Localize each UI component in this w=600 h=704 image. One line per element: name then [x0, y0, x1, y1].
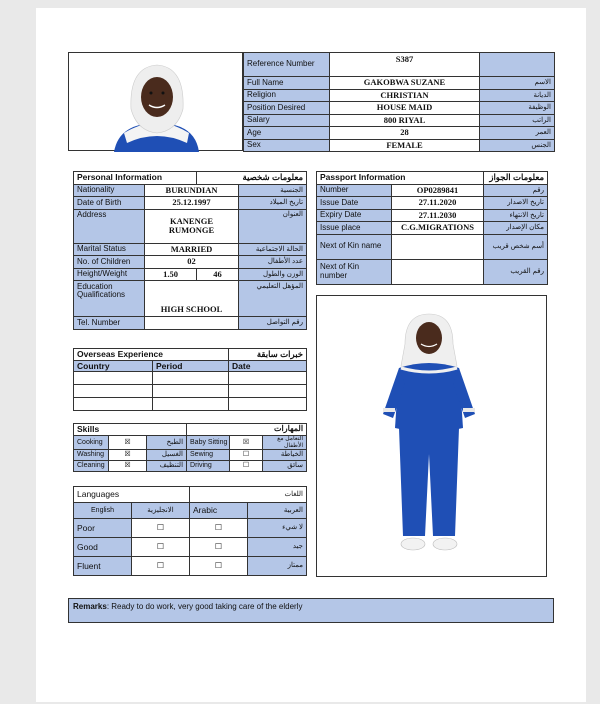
address-value: KANENGE RUMONGE	[145, 209, 239, 243]
expiry-date-label: Expiry Date	[317, 209, 392, 222]
lang-poor-english-checkbox[interactable]: ☐	[132, 519, 190, 538]
lang-good-label: Good	[74, 538, 132, 557]
position-label: Position Desired	[244, 102, 330, 115]
lang-fluent-arabic-checkbox[interactable]: ☐	[190, 557, 248, 576]
issue-date-value: 27.11.2020	[392, 197, 484, 210]
full-name-ar: الاسم	[480, 77, 555, 90]
children-ar: عدد الأطفال	[239, 256, 307, 269]
personal-info-title-ar: معلومات شخصية	[197, 172, 307, 185]
table-row	[244, 114, 555, 127]
languages-title: Languages	[74, 487, 190, 503]
skill-washing-checkbox[interactable]: ☒	[109, 450, 147, 461]
kin-name-ar: أسم شخص قريب	[484, 234, 548, 259]
table-row	[74, 361, 307, 372]
lang-good-english-checkbox[interactable]: ☐	[132, 538, 190, 557]
table-row	[74, 450, 307, 461]
table-row	[74, 538, 307, 557]
issue-date-ar: تاريخ الاصدار	[484, 197, 548, 210]
tel-label: Tel. Number	[74, 317, 145, 330]
reference-label: Reference Number	[244, 53, 330, 77]
salary-label: Salary	[244, 114, 330, 127]
cv-page	[36, 8, 586, 702]
nationality-value: BURUNDIAN	[145, 184, 239, 197]
education-ar: المؤهل التعليمي	[239, 281, 307, 317]
kin-name-value	[392, 234, 484, 259]
lang-good-ar: جيد	[248, 538, 307, 557]
table-row	[74, 424, 307, 436]
reference-value: S387	[330, 53, 480, 77]
lang-fluent-ar: ممتاز	[248, 557, 307, 576]
table-row	[244, 89, 555, 102]
religion-label: Religion	[244, 89, 330, 102]
education-label: Education Qualifications	[74, 281, 145, 317]
skill-washing-label: Washing	[74, 450, 109, 461]
passport-number-value: OP0289841	[392, 184, 484, 197]
table-row	[74, 172, 307, 185]
overseas-title: Overseas Experience	[74, 349, 229, 361]
headshot-frame	[68, 52, 243, 151]
height-value: 1.50	[145, 268, 197, 281]
skills-table	[73, 423, 307, 472]
position-value: HOUSE MAID	[330, 102, 480, 115]
skill-washing-ar: الغسيل	[147, 450, 187, 461]
table-row	[317, 172, 548, 185]
table-row	[74, 184, 307, 197]
table-row	[244, 102, 555, 115]
table-row	[74, 209, 307, 243]
religion-ar: الديانة	[480, 89, 555, 102]
nationality-label: Nationality	[74, 184, 145, 197]
table-row	[74, 256, 307, 269]
lang-poor-label: Poor	[74, 519, 132, 538]
passport-info-title-ar: معلومات الجواز	[484, 172, 548, 185]
kin-number-label: Next of Kin number	[317, 259, 392, 284]
english-label: English	[74, 503, 132, 519]
age-ar: العمر	[480, 127, 555, 140]
sex-value: FEMALE	[330, 139, 480, 152]
languages-title-ar: اللغات	[190, 487, 307, 503]
kin-number-ar: رقم القريب	[484, 259, 548, 284]
skill-sewing-ar: الخياطة	[263, 450, 307, 461]
full-body-photo-frame	[316, 295, 547, 577]
overseas-title-ar: خبرات سابقة	[229, 349, 307, 361]
sex-ar: الجنس	[480, 139, 555, 152]
expiry-date-ar: تاريخ الانتهاء	[484, 209, 548, 222]
issue-place-label: Issue place	[317, 222, 392, 235]
overseas-experience-table	[73, 348, 307, 411]
address-ar: العنوان	[239, 209, 307, 243]
personal-info-title: Personal Information	[74, 172, 197, 185]
full-name-value: GAKOBWA SUZANE	[330, 77, 480, 90]
height-weight-ar: الوزن والطول	[239, 268, 307, 281]
skill-babysitting-ar: التعامل مع الأطفال	[263, 436, 307, 450]
remarks-label: Remarks	[73, 602, 107, 611]
passport-number-ar: رقم	[484, 184, 548, 197]
skill-cleaning-label: Cleaning	[74, 461, 109, 472]
table-row	[74, 268, 307, 281]
country-header: Country	[74, 361, 153, 372]
skill-cleaning-checkbox[interactable]: ☒	[109, 461, 147, 472]
skills-title: Skills	[74, 424, 187, 436]
table-row	[74, 557, 307, 576]
table-row	[317, 234, 548, 259]
table-row	[74, 349, 307, 361]
table-row	[74, 197, 307, 210]
salary-ar: الراتب	[480, 114, 555, 127]
passport-number-label: Number	[317, 184, 392, 197]
table-row	[317, 197, 548, 210]
period-header: Period	[153, 361, 229, 372]
marital-ar: الحالة الاجتماعية	[239, 243, 307, 256]
age-label: Age	[244, 127, 330, 140]
table-row	[317, 184, 548, 197]
table-row	[244, 77, 555, 90]
reference-ar	[480, 53, 555, 77]
lang-poor-ar: لا شيء	[248, 519, 307, 538]
languages-table	[73, 486, 307, 576]
sex-label: Sex	[244, 139, 330, 152]
address-label: Address	[74, 209, 145, 243]
age-value: 28	[330, 127, 480, 140]
arabic-ar: العربية	[248, 503, 307, 519]
issue-place-ar: مكان الإصدار	[484, 222, 548, 235]
english-ar: الانجليزية	[132, 503, 190, 519]
skill-sewing-checkbox[interactable]: ☐	[230, 450, 263, 461]
skill-cooking-checkbox[interactable]: ☒	[109, 436, 147, 450]
tel-ar: رقم التواصل	[239, 317, 307, 330]
height-weight-label: Height/Weight	[74, 268, 145, 281]
table-row	[317, 209, 548, 222]
expiry-date-value: 27.11.2030	[392, 209, 484, 222]
table-row	[74, 461, 307, 472]
arabic-label: Arabic	[190, 503, 248, 519]
religion-value: CHRISTIAN	[330, 89, 480, 102]
remarks-box	[68, 598, 554, 623]
passport-info-table	[316, 171, 548, 285]
tel-value	[145, 317, 239, 330]
issue-place-value: C.G.MIGRATIONS	[392, 222, 484, 235]
skill-cooking-ar: الطبخ	[147, 436, 187, 450]
table-row	[244, 53, 555, 77]
full-name-label: Full Name	[244, 77, 330, 90]
marital-label: Marital Status	[74, 243, 145, 256]
skill-driving-checkbox[interactable]: ☐	[230, 461, 263, 472]
position-ar: الوظيفة	[480, 102, 555, 115]
skill-cooking-label: Cooking	[74, 436, 109, 450]
skill-babysitting-label: Baby Sitting	[187, 436, 230, 450]
table-row	[244, 139, 555, 152]
children-value: 02	[145, 256, 239, 269]
full-body-photo	[317, 296, 548, 578]
kin-name-label: Next of Kin name	[317, 234, 392, 259]
dob-value: 25.12.1997	[145, 197, 239, 210]
issue-date-label: Issue Date	[317, 197, 392, 210]
table-row	[74, 385, 307, 398]
table-row	[317, 259, 548, 284]
table-row	[74, 317, 307, 330]
lang-fluent-english-checkbox[interactable]: ☐	[132, 557, 190, 576]
summary-table	[243, 52, 555, 152]
skill-driving-label: Driving	[187, 461, 230, 472]
lang-fluent-label: Fluent	[74, 557, 132, 576]
lang-good-arabic-checkbox[interactable]: ☐	[190, 538, 248, 557]
table-row	[74, 436, 307, 450]
table-row	[74, 503, 307, 519]
skills-title-ar: المهارات	[187, 424, 307, 436]
weight-value: 46	[197, 268, 239, 281]
table-row	[74, 243, 307, 256]
skill-cleaning-ar: التنظيف	[147, 461, 187, 472]
table-row	[74, 398, 307, 411]
kin-number-value	[392, 259, 484, 284]
remarks-text: : Ready to do work, very good taking care of the elderly	[106, 602, 303, 611]
nationality-ar: الجنسية	[239, 184, 307, 197]
table-row	[317, 222, 548, 235]
skill-babysitting-checkbox[interactable]: ☒	[230, 436, 263, 450]
headshot-photo	[69, 53, 244, 152]
children-label: No. of Children	[74, 256, 145, 269]
table-row	[74, 281, 307, 317]
table-row	[244, 127, 555, 140]
date-header: Date	[229, 361, 307, 372]
passport-info-title: Passport Information	[317, 172, 484, 185]
marital-value: MARRIED	[145, 243, 239, 256]
table-row	[74, 487, 307, 503]
education-value: HIGH SCHOOL	[145, 281, 239, 317]
dob-ar: تاريخ الميلاد	[239, 197, 307, 210]
skill-driving-ar: سائق	[263, 461, 307, 472]
skill-sewing-label: Sewing	[187, 450, 230, 461]
lang-poor-arabic-checkbox[interactable]: ☐	[190, 519, 248, 538]
table-row	[74, 372, 307, 385]
personal-info-table	[73, 171, 307, 330]
table-row	[74, 519, 307, 538]
dob-label: Date of Birth	[74, 197, 145, 210]
salary-value: 800 RIYAL	[330, 114, 480, 127]
